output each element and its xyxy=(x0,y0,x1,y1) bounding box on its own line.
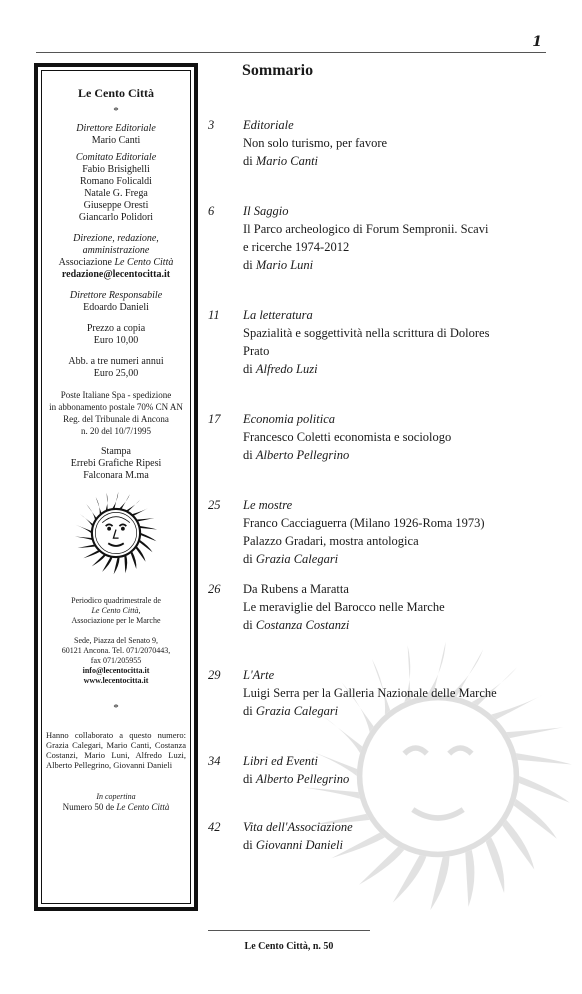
toc-category: Libri ed Eventi xyxy=(243,754,318,768)
toc-title-line: Luigi Serra per la Galleria Nazionale delle Marche xyxy=(243,686,497,700)
toc-entry xyxy=(208,202,550,274)
toc-page-number: 17 xyxy=(208,412,221,426)
star-separator: * xyxy=(113,702,119,714)
toc-author: di Mario Canti xyxy=(243,154,319,168)
prezzo-value: Euro 10,00 xyxy=(93,335,139,346)
sun-logo-icon xyxy=(73,490,159,576)
masthead-box xyxy=(34,63,198,911)
toc-title-line: Non solo turismo, per favore xyxy=(243,136,388,150)
toc-entry xyxy=(208,666,550,720)
toc-author: di Giovanni Danieli xyxy=(243,838,343,852)
toc-category: Editoriale xyxy=(243,118,294,132)
comitato-member: Romano Folicaldi xyxy=(80,176,152,187)
poste-line: Poste Italiane Spa - spedizione xyxy=(60,390,172,400)
direttore-editoriale-name: Mario Canti xyxy=(91,135,141,146)
sede-line: 60121 Ancona. Tel. 071/2070443, xyxy=(61,646,171,655)
toc-author: di Grazia Calegari xyxy=(243,552,339,566)
periodico-line: Periodico quadrimestrale de xyxy=(71,596,161,605)
toc-title-line: Francesco Coletti economista e sociologo xyxy=(243,430,452,444)
bottom-rule xyxy=(208,930,370,931)
poste-line: Reg. del Tribunale di Ancona xyxy=(63,414,169,424)
sede-line: fax 071/205955 xyxy=(90,656,142,665)
toc-entry xyxy=(208,818,550,854)
footer-issue: Le Cento Città, n. 50 xyxy=(244,941,334,952)
toc-title-line: Palazzo Gradari, mostra antologica xyxy=(243,534,419,548)
associazione-line: Associazione Le Cento Città xyxy=(58,257,174,268)
toc-page-number: 3 xyxy=(208,118,215,132)
toc-author: di Mario Luni xyxy=(243,258,314,272)
periodico-name: Le Cento Città, xyxy=(91,606,141,615)
copertina-label: In copertina xyxy=(96,792,136,801)
periodico-assoc: Associazione per le Marche xyxy=(71,616,161,625)
toc-page-number: 26 xyxy=(208,582,221,596)
toc-page-number: 11 xyxy=(208,308,220,322)
toc-category: Vita dell'Associazione xyxy=(243,820,353,834)
toc-author: di Alberto Pellegrino xyxy=(243,448,350,462)
masthead-content xyxy=(41,70,191,904)
toc-entry xyxy=(208,496,550,568)
sede-line: Sede, Piazza del Senato 9, xyxy=(74,636,158,645)
poste-line: in abbonamento postale 70% CN AN xyxy=(49,402,183,412)
toc-title-line: Prato xyxy=(243,344,270,358)
direzione-label-2: amministrazione xyxy=(82,245,150,256)
toc-category: L'Arte xyxy=(243,668,275,682)
copertina-line: Numero 50 de Le Cento Città xyxy=(62,802,170,812)
toc-author: di Alfredo Luzi xyxy=(243,362,318,376)
comitato-label: Comitato Editoriale xyxy=(75,152,157,163)
redazione-email: redazione@lecentocitta.it xyxy=(61,269,171,280)
toc-category: Il Saggio xyxy=(243,204,289,218)
toc-title-line: Le meraviglie del Barocco nelle Marche xyxy=(243,600,445,614)
toc-entry xyxy=(208,580,550,634)
abbonamento-label: Abb. a tre numeri annui xyxy=(68,356,164,367)
toc-page-number: 42 xyxy=(208,820,221,834)
prezzo-label: Prezzo a copia xyxy=(86,323,146,334)
toc-entry xyxy=(208,752,550,788)
stampa-label: Stampa xyxy=(101,446,131,457)
stampa-line: Errebi Grafiche Ripesi xyxy=(70,458,162,469)
info-email: info@lecentocitta.it xyxy=(82,666,150,675)
toc-author: di Alberto Pellegrino xyxy=(243,772,350,786)
toc-title-line: Franco Cacciaguerra (Milano 1926-Roma 1973) xyxy=(243,516,485,530)
top-rule xyxy=(36,52,546,53)
stampa-line: Falconara M.ma xyxy=(83,470,149,481)
collaboratori-text: Hanno collaborato a questo numero: Grazia Calegari, Mario Canti, Costanza Costanzi, Mario Luni, Alfredo Luzi, Alberto Pellegrino, Giovanni Danieli xyxy=(46,730,186,770)
toc-title-line: Da Rubens a Maratta xyxy=(243,582,349,596)
responsabile-label: Direttore Responsabile xyxy=(69,290,163,301)
direttore-editoriale-label: Direttore Editoriale xyxy=(76,123,156,134)
toc-page-number: 29 xyxy=(208,668,221,682)
comitato-member: Giuseppe Oresti xyxy=(83,200,149,211)
toc-title-line: Spazialità e soggettività nella scrittura di Dolores xyxy=(243,326,490,340)
website: www.lecentocitta.it xyxy=(83,676,149,685)
masthead-title: Le Cento Città xyxy=(78,86,154,100)
toc-page-number: 25 xyxy=(208,498,221,512)
abbonamento-value: Euro 25,00 xyxy=(93,368,139,379)
toc-entry xyxy=(208,306,550,378)
direzione-label: Direzione, redazione, xyxy=(73,233,159,244)
toc-category: La letteratura xyxy=(243,308,313,322)
poste-line: n. 20 del 10/7/1995 xyxy=(81,426,151,436)
toc-page-number: 6 xyxy=(208,204,215,218)
comitato-member: Fabio Brisighelli xyxy=(82,164,150,175)
toc-title-line: e ricerche 1974-2012 xyxy=(243,240,350,254)
toc-page-number: 34 xyxy=(208,754,221,768)
responsabile-name: Edoardo Danieli xyxy=(83,302,149,313)
page-number: 1 xyxy=(532,34,542,50)
toc-author: di Grazia Calegari xyxy=(243,704,339,718)
toc-entry xyxy=(208,410,550,464)
comitato-member: Natale G. Frega xyxy=(84,188,148,199)
star-separator: * xyxy=(113,105,119,117)
toc-entry xyxy=(208,116,550,170)
toc-author: di Costanza Costanzi xyxy=(243,618,350,632)
comitato-member: Giancarlo Polidori xyxy=(78,212,154,223)
toc-category: Economia politica xyxy=(243,412,335,426)
toc-category: Le mostre xyxy=(243,498,293,512)
toc-title-line: Il Parco archeologico di Forum Sempronii. Scavi xyxy=(243,222,489,236)
sommario-title: Sommario xyxy=(242,62,314,79)
